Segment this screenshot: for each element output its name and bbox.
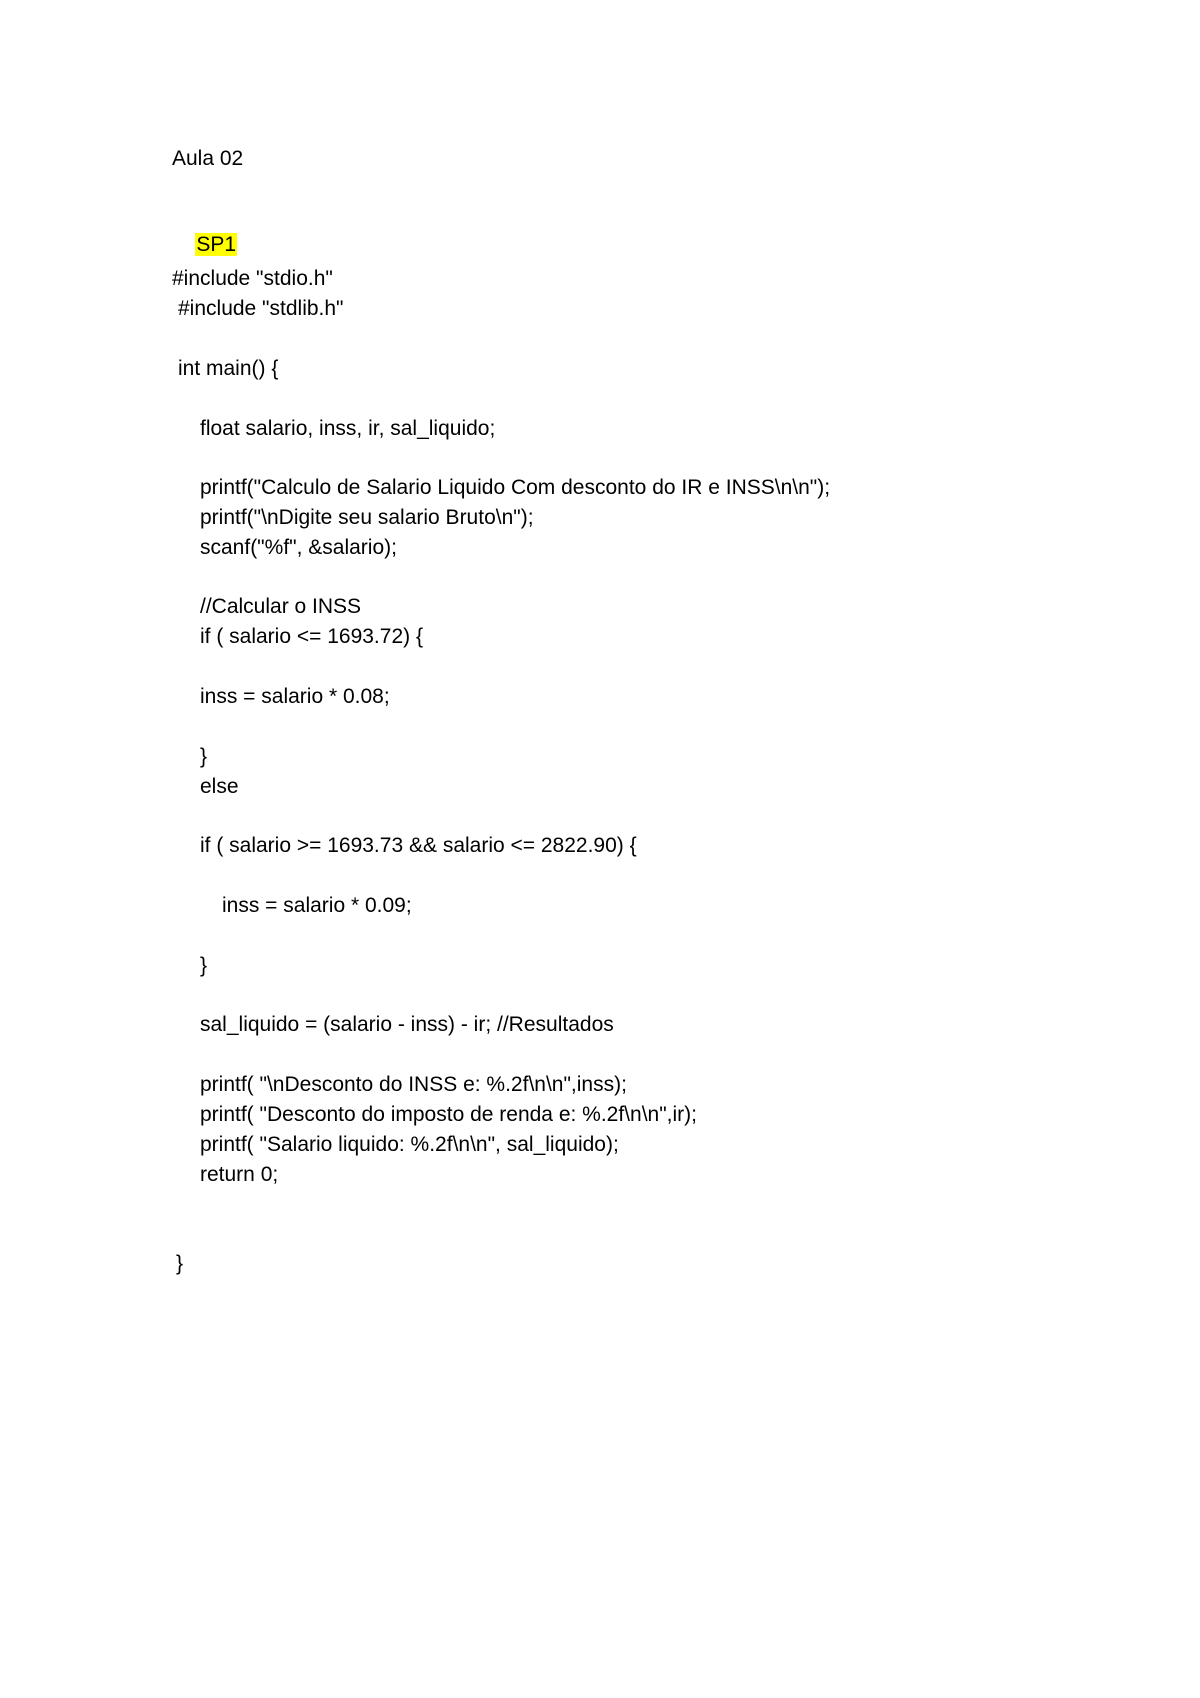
code-line: printf( "Desconto do imposto de renda e: %.2f\n\n",ir); [200,1103,697,1126]
code-line: } [176,1252,184,1275]
section-label-highlighted: SP1 [196,233,237,256]
code-line: else [200,775,239,798]
code-line: #include "stdlib.h" [178,297,344,320]
code-line: //Calcular o INSS [200,595,362,618]
code-line: inss = salario * 0.09; [222,894,412,917]
code-line: printf( "\nDesconto do INSS e: %.2f\n\n",inss); [200,1073,627,1096]
page-title: Aula 02 [172,147,244,170]
code-line: return 0; [200,1163,279,1186]
code-line: float salario, inss, ir, sal_liquido; [200,417,496,440]
code-line: printf("\nDigite seu salario Bruto\n"); [200,506,534,529]
code-line: sal_liquido = (salario - inss) - ir; //Resultados [200,1013,614,1036]
code-line: int main() { [178,357,279,380]
code-line: #include "stdio.h" [172,267,333,290]
code-line: if ( salario >= 1693.73 && salario <= 2822.90) { [200,834,637,857]
code-line: if ( salario <= 1693.72) { [200,625,423,648]
code-line: scanf("%f", &salario); [200,536,397,559]
code-line: printf("Calculo de Salario Liquido Com desconto do IR e INSS\n\n"); [200,476,831,499]
code-line: } [200,745,208,768]
code-line: inss = salario * 0.08; [200,685,390,708]
code-line: } [200,954,208,977]
code-line: printf( "Salario liquido: %.2f\n\n", sal_liquido); [200,1133,619,1156]
